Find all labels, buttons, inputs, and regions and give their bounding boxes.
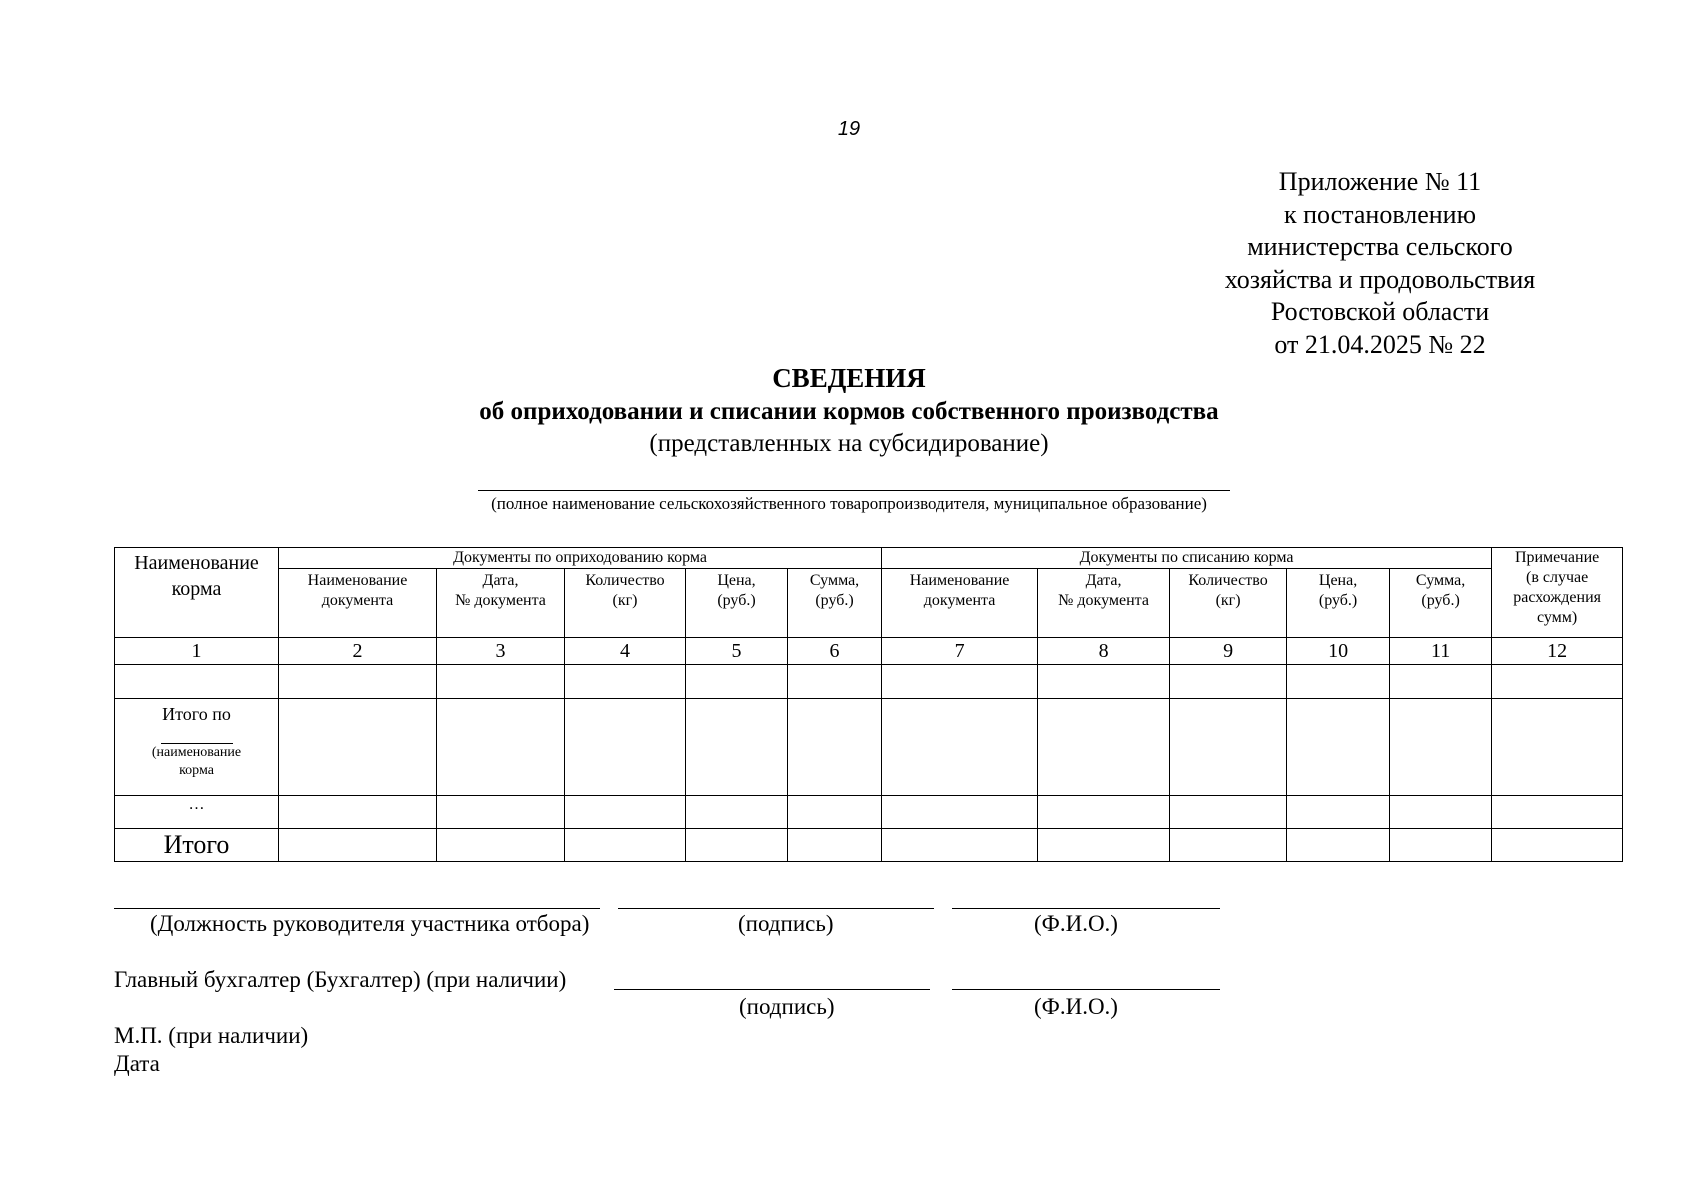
column-number-row bbox=[115, 638, 1623, 665]
table-cell[interactable] bbox=[1390, 829, 1492, 862]
header-text: (руб.) bbox=[1421, 592, 1460, 609]
header-text: сумм) bbox=[1536, 609, 1578, 626]
appendix-line: хозяйства и продовольствия bbox=[1224, 264, 1536, 294]
appendix-line: министерства сельского bbox=[1247, 232, 1513, 261]
table-cell[interactable] bbox=[437, 699, 565, 796]
accountant-label: Главный бухгалтер (Бухгалтер) (при наличии) bbox=[114, 967, 567, 992]
appendix-line: Приложение № 11 bbox=[1278, 167, 1482, 196]
table-cell[interactable] bbox=[1170, 665, 1287, 699]
header-writeoff-quantity bbox=[1170, 569, 1287, 638]
header-text: (руб.) bbox=[717, 592, 756, 609]
table-cell[interactable] bbox=[279, 796, 437, 829]
header-text: № документа bbox=[1058, 592, 1149, 609]
header-income-sum bbox=[788, 569, 882, 638]
header-writeoff-sum bbox=[1390, 569, 1492, 638]
column-number: 12 bbox=[1492, 638, 1623, 665]
appendix-block bbox=[1180, 166, 1580, 361]
table-cell[interactable] bbox=[686, 796, 788, 829]
column-number: 10 bbox=[1287, 638, 1390, 665]
table-row-total bbox=[115, 829, 1623, 862]
table-cell[interactable] bbox=[1492, 796, 1623, 829]
column-number: 7 bbox=[882, 638, 1038, 665]
header-group-writeoff: Документы по списанию корма bbox=[882, 548, 1492, 569]
header-writeoff-doc-name bbox=[882, 569, 1038, 638]
header-text: (в случае bbox=[1526, 569, 1589, 586]
header-text: Сумма, bbox=[809, 572, 860, 589]
column-number: 5 bbox=[686, 638, 788, 665]
table-cell[interactable] bbox=[437, 665, 565, 699]
header-text: (руб.) bbox=[1318, 592, 1358, 609]
appendix-line: Ростовской области bbox=[1270, 297, 1490, 326]
header-text: расхождения bbox=[1513, 589, 1601, 606]
column-number: 6 bbox=[788, 638, 882, 665]
table-cell[interactable] bbox=[437, 829, 565, 862]
head-fio-caption: (Ф.И.О.) bbox=[1034, 911, 1118, 936]
table-cell[interactable] bbox=[1492, 665, 1623, 699]
header-text: № документа bbox=[455, 592, 546, 609]
table-cell[interactable] bbox=[788, 665, 882, 699]
stamp-label: М.П. (при наличии) bbox=[114, 1023, 309, 1048]
header-text: Наименование bbox=[909, 572, 1010, 589]
producer-name-line bbox=[478, 490, 1230, 491]
table-cell[interactable] bbox=[279, 699, 437, 796]
header-text: (кг) bbox=[1215, 592, 1241, 609]
appendix-line: от 21.04.2025 № 22 bbox=[1274, 329, 1486, 359]
column-number: 4 bbox=[565, 638, 686, 665]
table-cell[interactable] bbox=[1492, 829, 1623, 862]
table-cell[interactable] bbox=[1170, 829, 1287, 862]
table-cell[interactable] bbox=[1038, 665, 1170, 699]
table-cell[interactable] bbox=[1492, 699, 1623, 796]
accountant-fio-line[interactable] bbox=[952, 989, 1220, 990]
table-cell[interactable] bbox=[788, 699, 882, 796]
header-income-price bbox=[686, 569, 788, 638]
column-number: 9 bbox=[1170, 638, 1287, 665]
accountant-signature-line[interactable] bbox=[614, 989, 930, 990]
header-income-quantity bbox=[565, 569, 686, 638]
column-number: 11 bbox=[1390, 638, 1492, 665]
head-fio-line[interactable] bbox=[952, 908, 1220, 909]
table-cell[interactable] bbox=[1390, 665, 1492, 699]
header-group-income: Документы по оприходованию корма bbox=[279, 548, 882, 569]
table-cell[interactable] bbox=[686, 699, 788, 796]
table-cell[interactable] bbox=[1038, 796, 1170, 829]
header-income-date bbox=[437, 569, 565, 638]
table-cell[interactable] bbox=[1287, 665, 1390, 699]
column-number: 1 bbox=[115, 638, 279, 665]
head-signature-caption: (подпись) bbox=[738, 911, 834, 936]
header-text: Сумма, bbox=[1415, 572, 1466, 589]
document-title: СВЕДЕНИЯ bbox=[772, 363, 926, 393]
accountant-fio-caption: (Ф.И.О.) bbox=[1034, 994, 1118, 1019]
table-cell[interactable] bbox=[686, 829, 788, 862]
subtotal-caption: корма bbox=[179, 763, 214, 778]
document-subtitle: об оприходовании и списании кормов собственного производства bbox=[479, 398, 1219, 425]
header-text: Цена, bbox=[717, 572, 756, 589]
header-text: Дата, bbox=[1085, 572, 1122, 589]
table-cell[interactable] bbox=[1038, 699, 1170, 796]
table-cell[interactable] bbox=[882, 665, 1038, 699]
page-number: 19 bbox=[837, 118, 861, 140]
header-text: Количество bbox=[1188, 572, 1268, 589]
header-feed-name bbox=[115, 548, 279, 638]
accountant-signature-caption: (подпись) bbox=[739, 994, 835, 1019]
table-cell[interactable] bbox=[788, 796, 882, 829]
document-note: (представленных на субсидирование) bbox=[649, 430, 1049, 457]
date-label: Дата bbox=[114, 1051, 160, 1076]
header-text: корма bbox=[171, 578, 222, 600]
table-cell[interactable] bbox=[1287, 699, 1390, 796]
header-text: документа bbox=[321, 592, 394, 609]
column-number: 8 bbox=[1038, 638, 1170, 665]
header-text: (руб.) bbox=[815, 592, 854, 609]
header-text: Дата, bbox=[482, 572, 519, 589]
column-number: 2 bbox=[279, 638, 437, 665]
table-cell[interactable] bbox=[882, 699, 1038, 796]
table-cell[interactable] bbox=[788, 829, 882, 862]
table-cell[interactable] bbox=[115, 665, 279, 699]
table-cell[interactable] bbox=[437, 796, 565, 829]
header-text: Цена, bbox=[1318, 572, 1358, 589]
head-position-caption: (Должность руководителя участника отбора) bbox=[150, 911, 590, 936]
table-cell[interactable] bbox=[882, 829, 1038, 862]
head-signature-line[interactable] bbox=[618, 908, 934, 909]
table-cell[interactable] bbox=[1287, 796, 1390, 829]
subtotal-caption: (наименование bbox=[151, 745, 242, 760]
header-text: Примечание bbox=[1514, 549, 1600, 566]
table-cell[interactable] bbox=[1390, 699, 1492, 796]
table-cell[interactable] bbox=[279, 665, 437, 699]
table-cell[interactable] bbox=[565, 699, 686, 796]
header-text: документа bbox=[923, 592, 996, 609]
table-row-ellipsis bbox=[115, 796, 1623, 829]
table-row-empty bbox=[115, 665, 1623, 699]
table-cell[interactable] bbox=[565, 829, 686, 862]
column-number: 3 bbox=[437, 638, 565, 665]
table-cell[interactable] bbox=[1038, 829, 1170, 862]
table-column-header-row bbox=[115, 569, 1623, 638]
table-row-subtotal bbox=[115, 699, 1623, 796]
table-cell[interactable] bbox=[1390, 796, 1492, 829]
header-text: Количество bbox=[585, 572, 665, 589]
ellipsis-label: … bbox=[188, 796, 205, 813]
appendix-line: к постановлению bbox=[1283, 199, 1477, 229]
table-cell[interactable] bbox=[565, 665, 686, 699]
total-label: Итого bbox=[163, 830, 230, 859]
header-writeoff-date bbox=[1038, 569, 1170, 638]
header-text: (кг) bbox=[612, 592, 638, 609]
head-position-line[interactable] bbox=[114, 908, 600, 909]
table-cell[interactable] bbox=[1170, 699, 1287, 796]
subtotal-label-cell bbox=[115, 699, 279, 796]
table-cell[interactable] bbox=[1287, 829, 1390, 862]
producer-caption: (полное наименование сельскохозяйственного товаропроизводителя, муниципальное образование) bbox=[491, 494, 1207, 513]
table-cell[interactable] bbox=[686, 665, 788, 699]
ellipsis-cell bbox=[115, 796, 279, 829]
total-label-cell bbox=[115, 829, 279, 862]
subtotal-label: Итого по bbox=[162, 704, 231, 724]
table-cell[interactable] bbox=[279, 829, 437, 862]
table-cell[interactable] bbox=[1170, 796, 1287, 829]
feed-table bbox=[114, 547, 1623, 862]
header-text: Наименование bbox=[134, 552, 259, 574]
header-note bbox=[1492, 548, 1623, 638]
header-text: Наименование bbox=[307, 572, 408, 589]
header-writeoff-price bbox=[1287, 569, 1390, 638]
table-cell[interactable] bbox=[565, 796, 686, 829]
header-income-doc-name bbox=[279, 569, 437, 638]
table-group-header-row bbox=[115, 548, 1623, 569]
table-cell[interactable] bbox=[882, 796, 1038, 829]
